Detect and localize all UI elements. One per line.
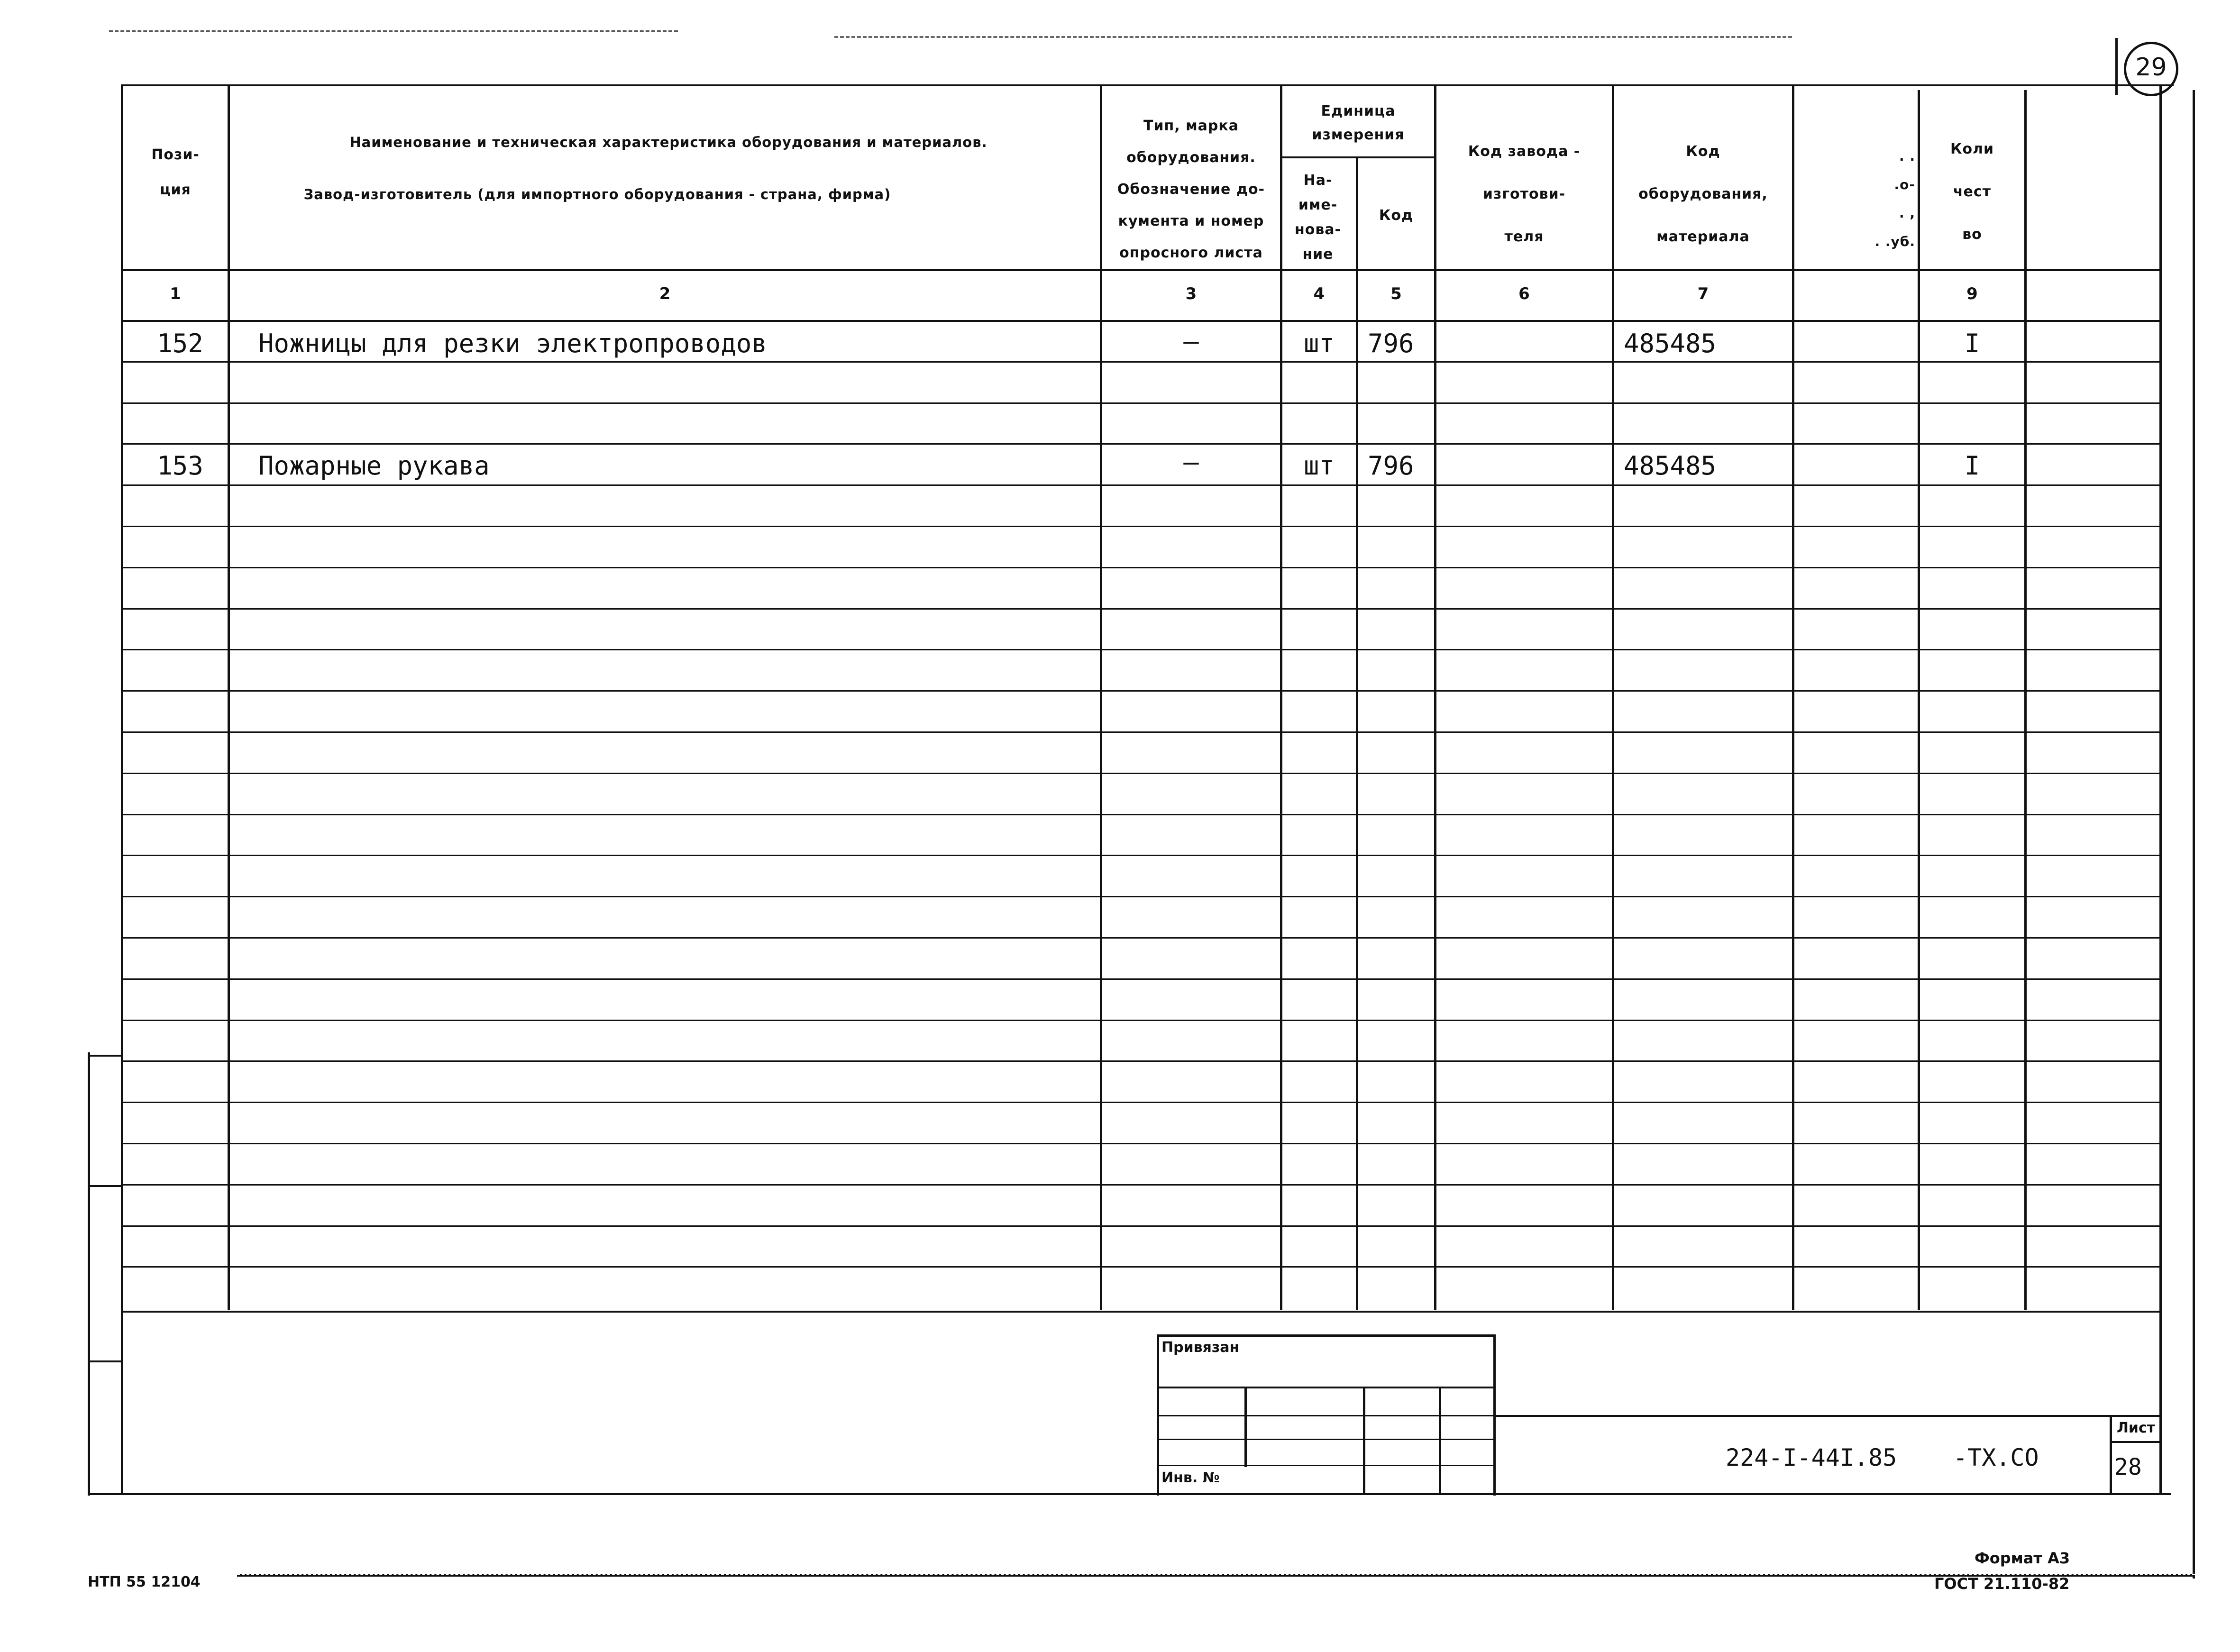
- col-number: 4: [1313, 284, 1325, 303]
- title-block-line: [1493, 1415, 2159, 1417]
- row2-type-mark: —: [1183, 447, 1199, 477]
- binding-line: [88, 1185, 122, 1187]
- header-bottom: [121, 269, 2159, 271]
- footer-left: НТП 55 12104: [88, 1574, 201, 1590]
- header-equipment-code: Код оборудования, материала: [1638, 143, 1768, 245]
- stamp-line: [1157, 1439, 1493, 1440]
- row2-equipment-code: 485485: [1624, 451, 1717, 481]
- unit-subheader-line: [1280, 156, 1434, 158]
- table-row-line: [121, 1102, 2159, 1103]
- table-row-line: [121, 361, 2159, 363]
- stamp-divider: [1244, 1387, 1247, 1467]
- row2-unit: шт: [1303, 451, 1335, 481]
- row1-unit: шт: [1303, 329, 1335, 358]
- stamp-divider: [1439, 1387, 1441, 1493]
- col-number: 2: [659, 284, 671, 303]
- row1-equipment-code: 485485: [1624, 329, 1717, 358]
- stamp-divider: [1363, 1387, 1365, 1493]
- table-row-line: [121, 1225, 2159, 1227]
- row1-position: 152: [157, 329, 203, 358]
- col-number: 9: [1966, 284, 1978, 303]
- table-row-line: [121, 526, 2159, 527]
- table-row-line: [121, 567, 2159, 568]
- table-row-line: [121, 608, 2159, 610]
- sheet-number: 29: [2135, 53, 2167, 82]
- table-row-line: [121, 731, 2159, 733]
- frame-bottom: [88, 1493, 2171, 1495]
- col-divider: [2024, 90, 2027, 1310]
- inv-label: Инв. №: [1161, 1469, 1220, 1486]
- corner-mark: [2115, 38, 2118, 95]
- header-unit-name: На- име- нова- ние: [1294, 172, 1342, 263]
- doc-suffix: -ТХ.СО: [1953, 1444, 2039, 1471]
- col-divider: [1434, 84, 1436, 1310]
- table-row-line: [121, 773, 2159, 774]
- numbers-row-bottom: [121, 320, 2159, 322]
- outer-right-edge: [2193, 90, 2195, 1579]
- header-factory-code: Код завода - изготови- теля: [1468, 143, 1581, 245]
- header-name-line1: Наименование и техническая характеристика оборудования и материалов.: [349, 134, 987, 150]
- header-quantity: Коли чест во: [1950, 141, 1994, 243]
- table-row-line: [121, 690, 2159, 692]
- col-number: 7: [1697, 284, 1709, 303]
- table-row-line: [121, 1143, 2159, 1144]
- table-bottom: [121, 1311, 2159, 1313]
- header-price-fragment: . . .о- . , . .уб.: [1874, 148, 1915, 249]
- table-row-line: [121, 649, 2159, 650]
- table-row-line: [121, 1020, 2159, 1021]
- table-row-line: [121, 937, 2159, 939]
- table-row-line: [121, 855, 2159, 856]
- table-row-line: [121, 978, 2159, 980]
- header-name-line2: Завод-изготовитель (для импортного оборудования - страна, фирма): [303, 186, 891, 202]
- row2-unit-code: 796: [1368, 451, 1414, 481]
- frame-top: [121, 84, 2174, 86]
- stamp-line: [1157, 1415, 1493, 1416]
- header-unit-group: Единица измерения: [1312, 103, 1405, 143]
- col-divider: [1280, 84, 1282, 1310]
- sheet-value: 28: [2114, 1454, 2142, 1480]
- sheet-label: Лист: [2117, 1420, 2156, 1436]
- binding-line: [88, 1360, 122, 1362]
- table-row-line: [121, 1184, 2159, 1186]
- footer-gost: ГОСТ 21.110-82: [1934, 1575, 2070, 1593]
- row1-unit-code: 796: [1368, 329, 1414, 358]
- col-divider: [1100, 84, 1102, 1310]
- sheet-box-line: [2110, 1441, 2159, 1443]
- top-mark: [109, 30, 678, 32]
- outer-bottom-edge: [237, 1574, 2195, 1577]
- col-number: 1: [170, 284, 181, 303]
- col-number: 3: [1185, 284, 1197, 303]
- table-row-line: [121, 896, 2159, 897]
- table-row-line: [121, 814, 2159, 815]
- frame-right: [2159, 84, 2162, 1495]
- stamp-line: [1157, 1387, 1493, 1388]
- table-row-line: [121, 1266, 2159, 1268]
- col-divider: [1356, 156, 1358, 1310]
- row2-quantity: I: [1964, 451, 1980, 481]
- header-unit-code: Код: [1379, 207, 1414, 224]
- doc-code: 224-I-44I.85: [1726, 1444, 1897, 1471]
- col-number: 6: [1518, 284, 1530, 303]
- table-row-line: [121, 443, 2159, 445]
- binding-line: [88, 1055, 122, 1057]
- row2-name: Пожарные рукава: [258, 451, 490, 481]
- col-divider: [1612, 84, 1614, 1310]
- header-position: Пози- ция: [151, 146, 200, 198]
- row1-quantity: I: [1964, 329, 1980, 358]
- row1-name: Ножницы для резки электропроводов: [258, 329, 767, 358]
- row2-position: 153: [157, 451, 203, 481]
- col-number: 5: [1390, 284, 1402, 303]
- top-mark: [834, 36, 1792, 38]
- table-row-line: [121, 402, 2159, 404]
- header-type-mark: Тип, марка оборудования. Обозначение до- кумента и номер опросного листа: [1117, 118, 1265, 261]
- col-divider: [228, 84, 230, 1310]
- stamp-line: [1157, 1465, 1493, 1466]
- row1-type-mark: —: [1183, 326, 1199, 356]
- col-divider: [1792, 84, 1794, 1310]
- binding-strip: [88, 1052, 90, 1496]
- col-divider: [1918, 90, 1920, 1310]
- bound-label: Привязан: [1161, 1339, 1240, 1356]
- table-row-line: [121, 1060, 2159, 1062]
- footer-format: Формат А3: [1975, 1549, 2070, 1567]
- table-row-line: [121, 484, 2159, 486]
